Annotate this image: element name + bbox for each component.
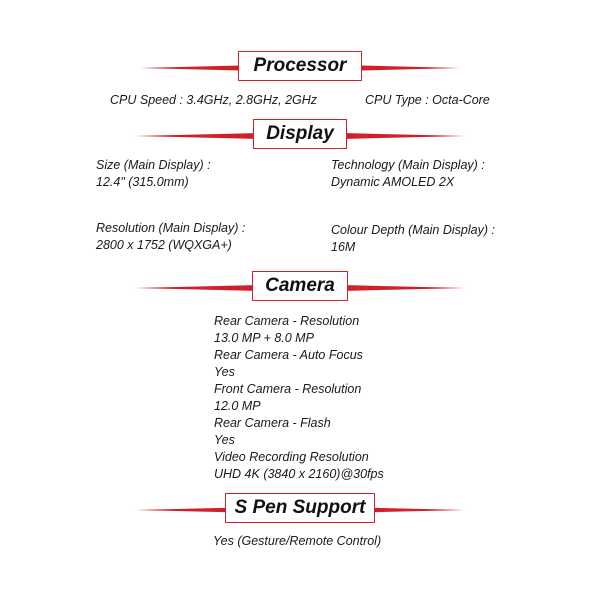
camera-line: Yes bbox=[214, 365, 235, 379]
processor-header bbox=[0, 51, 600, 85]
display-resolution-label: Resolution (Main Display) : bbox=[96, 221, 246, 235]
camera-line: Front Camera - Resolution bbox=[214, 382, 362, 396]
display-resolution-value: 2800 x 1752 (WQXGA+) bbox=[96, 238, 232, 252]
display-colour-depth-value: 16M bbox=[331, 240, 356, 254]
camera-line: UHD 4K (3840 x 2160)@30fps bbox=[214, 467, 384, 481]
camera-line: 12.0 MP bbox=[214, 399, 261, 413]
camera-line: Rear Camera - Resolution bbox=[214, 314, 360, 328]
cpu-speed: CPU Speed : 3.4GHz, 2.8GHz, 2GHz bbox=[110, 93, 318, 107]
camera-line: 13.0 MP + 8.0 MP bbox=[214, 331, 314, 345]
cpu-type: CPU Type : Octa-Core bbox=[365, 93, 490, 107]
camera-header bbox=[0, 271, 600, 305]
display-title: Display bbox=[253, 119, 347, 149]
display-resolution bbox=[96, 220, 245, 254]
processor-title: Processor bbox=[238, 51, 362, 81]
display-colour-depth bbox=[331, 222, 495, 256]
display-colour-depth-label: Colour Depth (Main Display) : bbox=[331, 223, 495, 237]
display-header bbox=[0, 119, 600, 153]
camera-line: Rear Camera - Flash bbox=[214, 416, 331, 430]
display-size-label: Size (Main Display) : bbox=[96, 158, 211, 172]
display-size bbox=[96, 157, 211, 191]
s-pen-title: S Pen Support bbox=[225, 493, 375, 523]
display-technology bbox=[331, 157, 485, 191]
display-size-value: 12.4" (315.0mm) bbox=[96, 175, 189, 189]
camera-line: Video Recording Resolution bbox=[214, 450, 369, 464]
display-technology-label: Technology (Main Display) : bbox=[331, 158, 485, 172]
display-technology-value: Dynamic AMOLED 2X bbox=[331, 175, 455, 189]
s-pen-header bbox=[0, 493, 600, 527]
camera-specs bbox=[214, 313, 384, 483]
s-pen-value: Yes (Gesture/Remote Control) bbox=[213, 534, 382, 548]
camera-title: Camera bbox=[252, 271, 348, 301]
camera-line: Rear Camera - Auto Focus bbox=[214, 348, 363, 362]
camera-line: Yes bbox=[214, 433, 235, 447]
